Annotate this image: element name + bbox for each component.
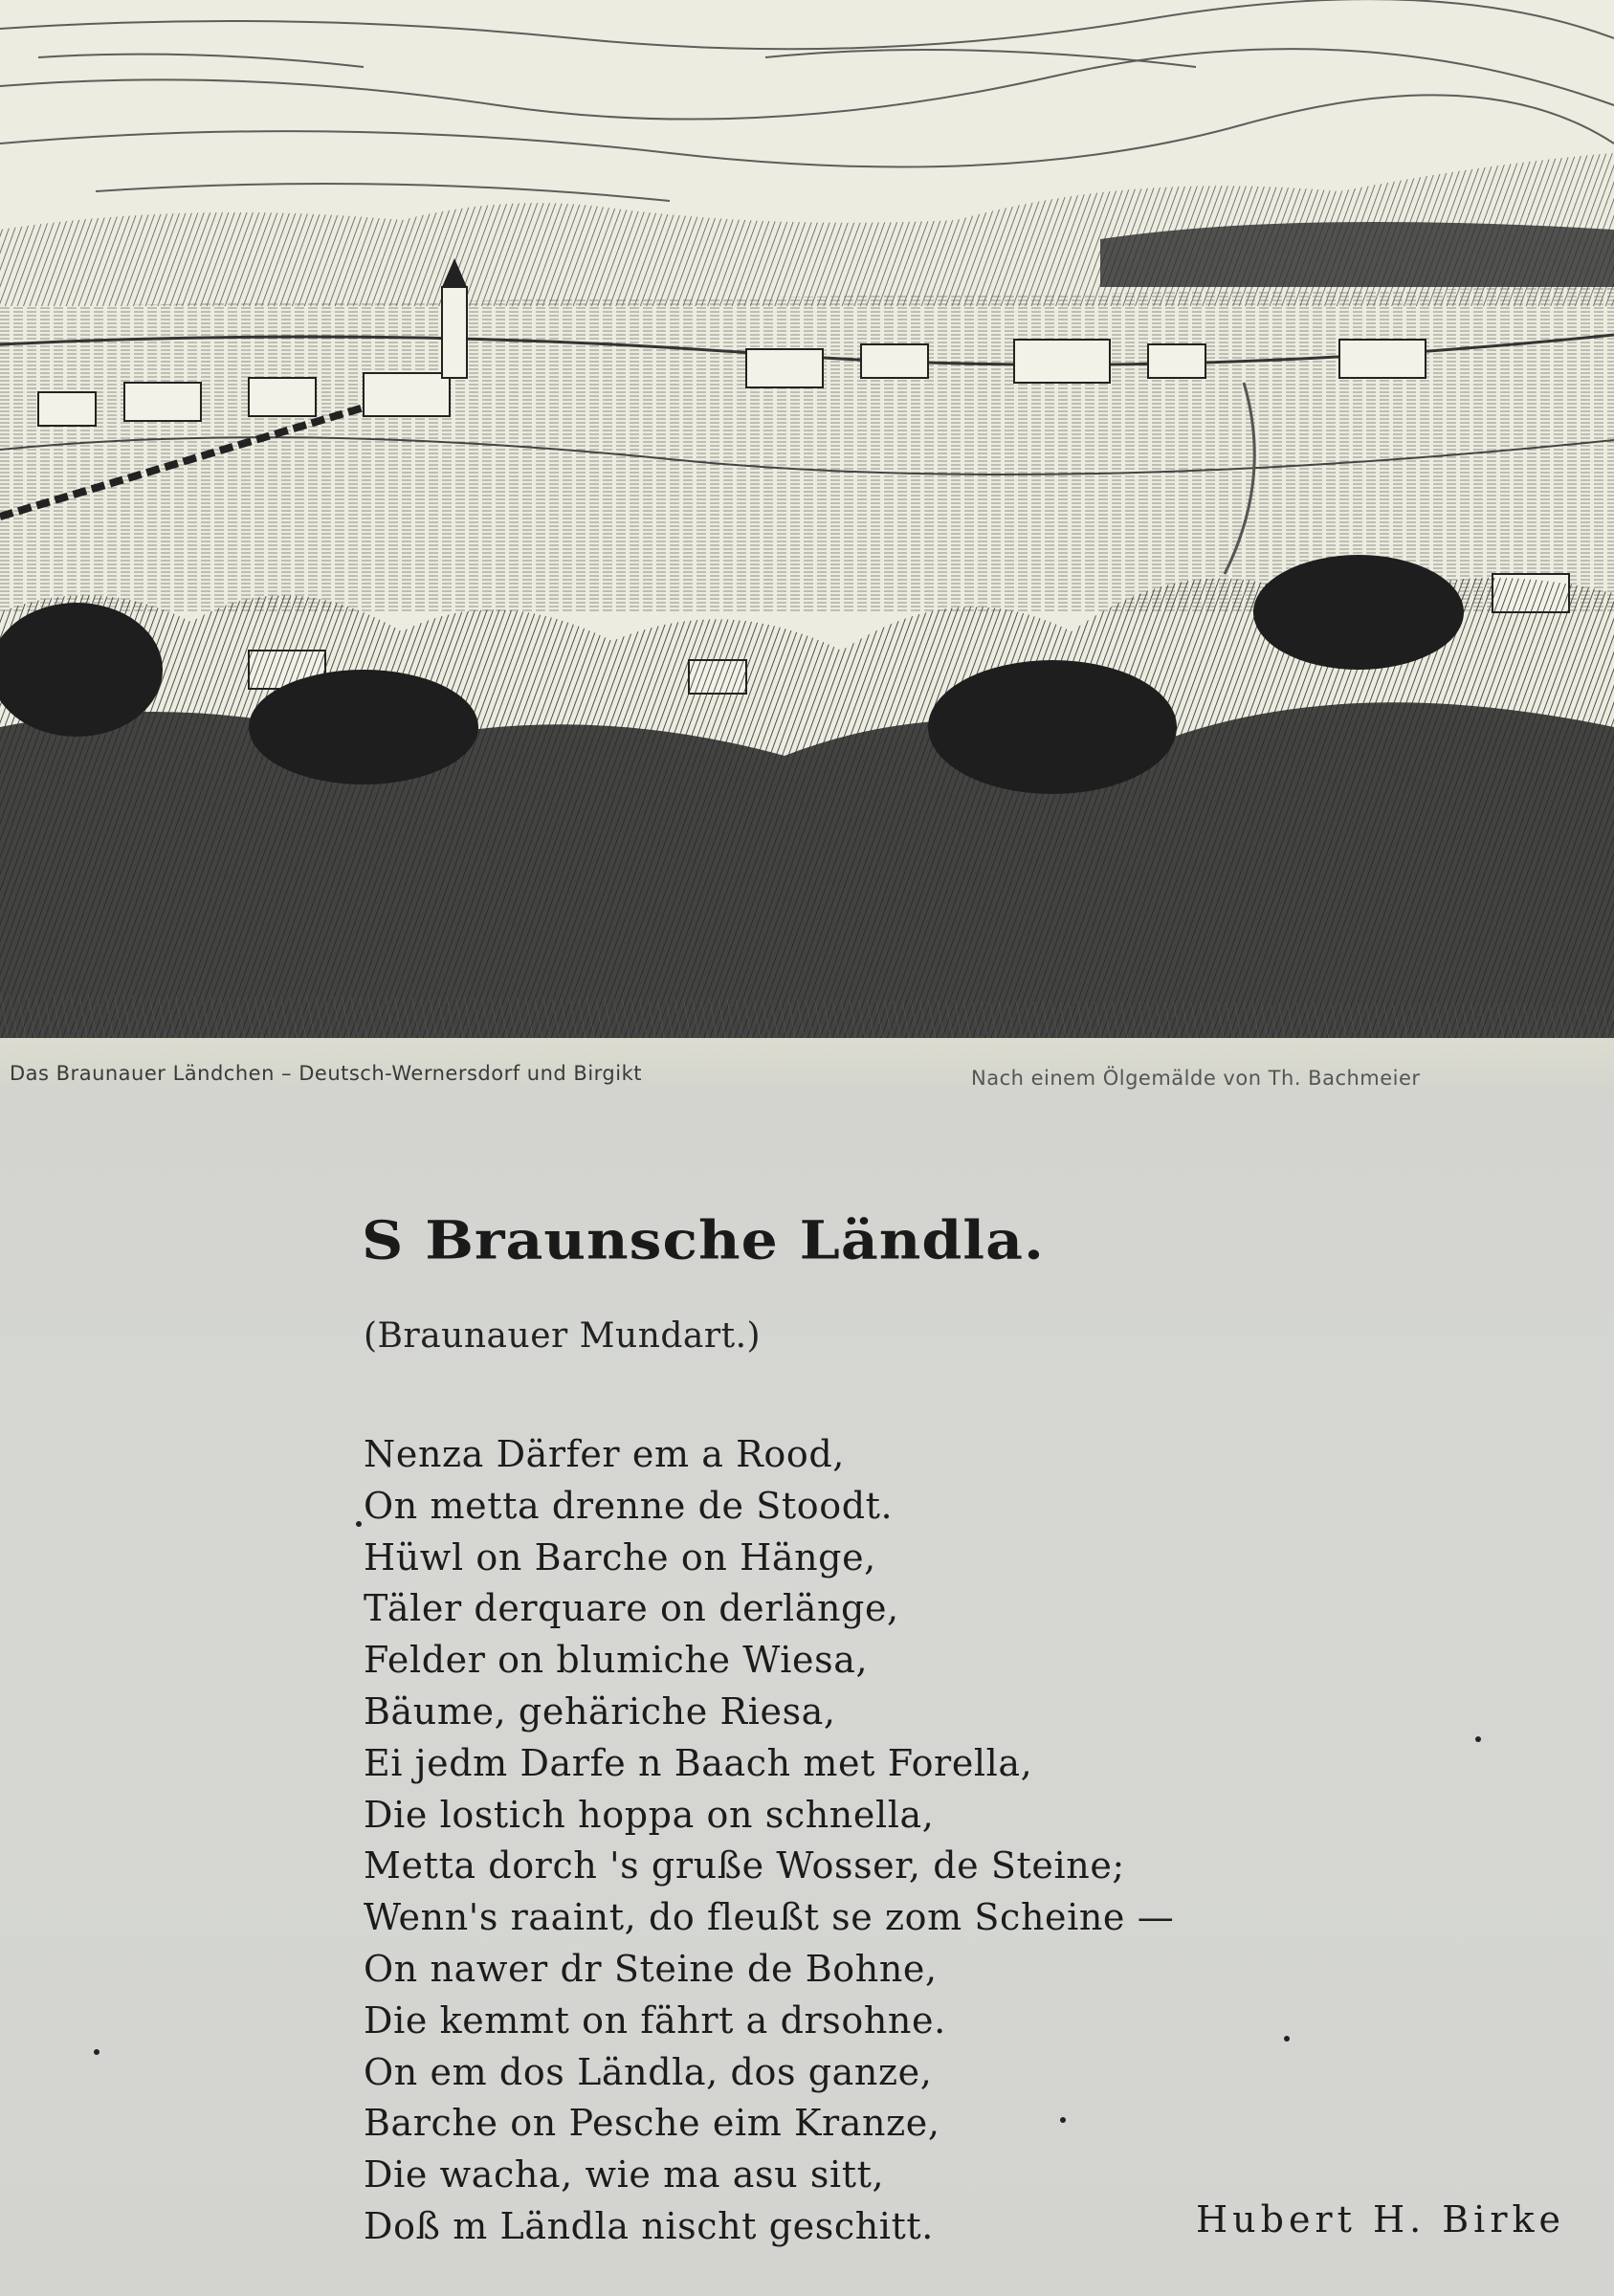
print-speck — [94, 2049, 99, 2055]
poem-line: Nenza Därfer em a Rood, — [364, 1433, 845, 1475]
poem-subtitle: (Braunauer Mundart.) — [364, 1316, 762, 1356]
poem-line: Die kemmt on fährt a drsohne. — [364, 1998, 946, 2042]
landscape-engraving — [0, 0, 1614, 1038]
poem-body — [364, 1429, 1174, 2253]
landscape-illustration — [0, 0, 1614, 1038]
poem-line: On em dos Ländla, dos ganze, — [364, 2050, 933, 2093]
poem-line: Metta dorch 's gruße Wosser, de Steine; — [364, 1844, 1125, 1888]
print-speck — [356, 1521, 362, 1527]
caption-left: Das Braunauer Ländchen – Deutsch-Wernersdorf und Birgikt — [10, 1062, 642, 1085]
print-speck — [1475, 1736, 1481, 1742]
poem-line: Die wacha, wie ma asu sitt, — [364, 2153, 885, 2197]
print-speck — [1284, 2036, 1290, 2042]
poem-line: Barche on Pesche eim Kranze, — [364, 2102, 940, 2145]
poem-line: Täler derquare on derlänge, — [364, 1587, 899, 1630]
caption-right: Nach einem Ölgemälde von Th. Bachmeier — [971, 1067, 1421, 1090]
poem-line: Die lostich hoppa on schnella, — [364, 1793, 935, 1836]
poem-line: On metta drenne de Stoodt. — [364, 1484, 894, 1527]
poem-author: Hubert H. Birke — [1196, 2198, 1565, 2241]
engraving-caption — [0, 1038, 1614, 1099]
poem-title: S Braunsche Ländla. — [362, 1210, 1045, 1272]
poem-line: Felder on blumiche Wiesa, — [364, 1639, 869, 1682]
poem-line: Ei jedm Darfe n Baach met Forella, — [364, 1741, 1033, 1784]
print-speck — [1060, 2117, 1066, 2123]
poem-line: Bäume, gehäriche Riesa, — [364, 1689, 836, 1733]
poem-line: On nawer dr Steine de Bohne, — [364, 1947, 938, 1990]
poem-line: Hüwl on Barche on Hänge, — [364, 1535, 876, 1578]
poem-line: Doß m Ländla nischt geschitt. — [364, 2204, 934, 2247]
poem-line: Wenn's raaint, do fleußt se zom Scheine — — [364, 1896, 1175, 1939]
